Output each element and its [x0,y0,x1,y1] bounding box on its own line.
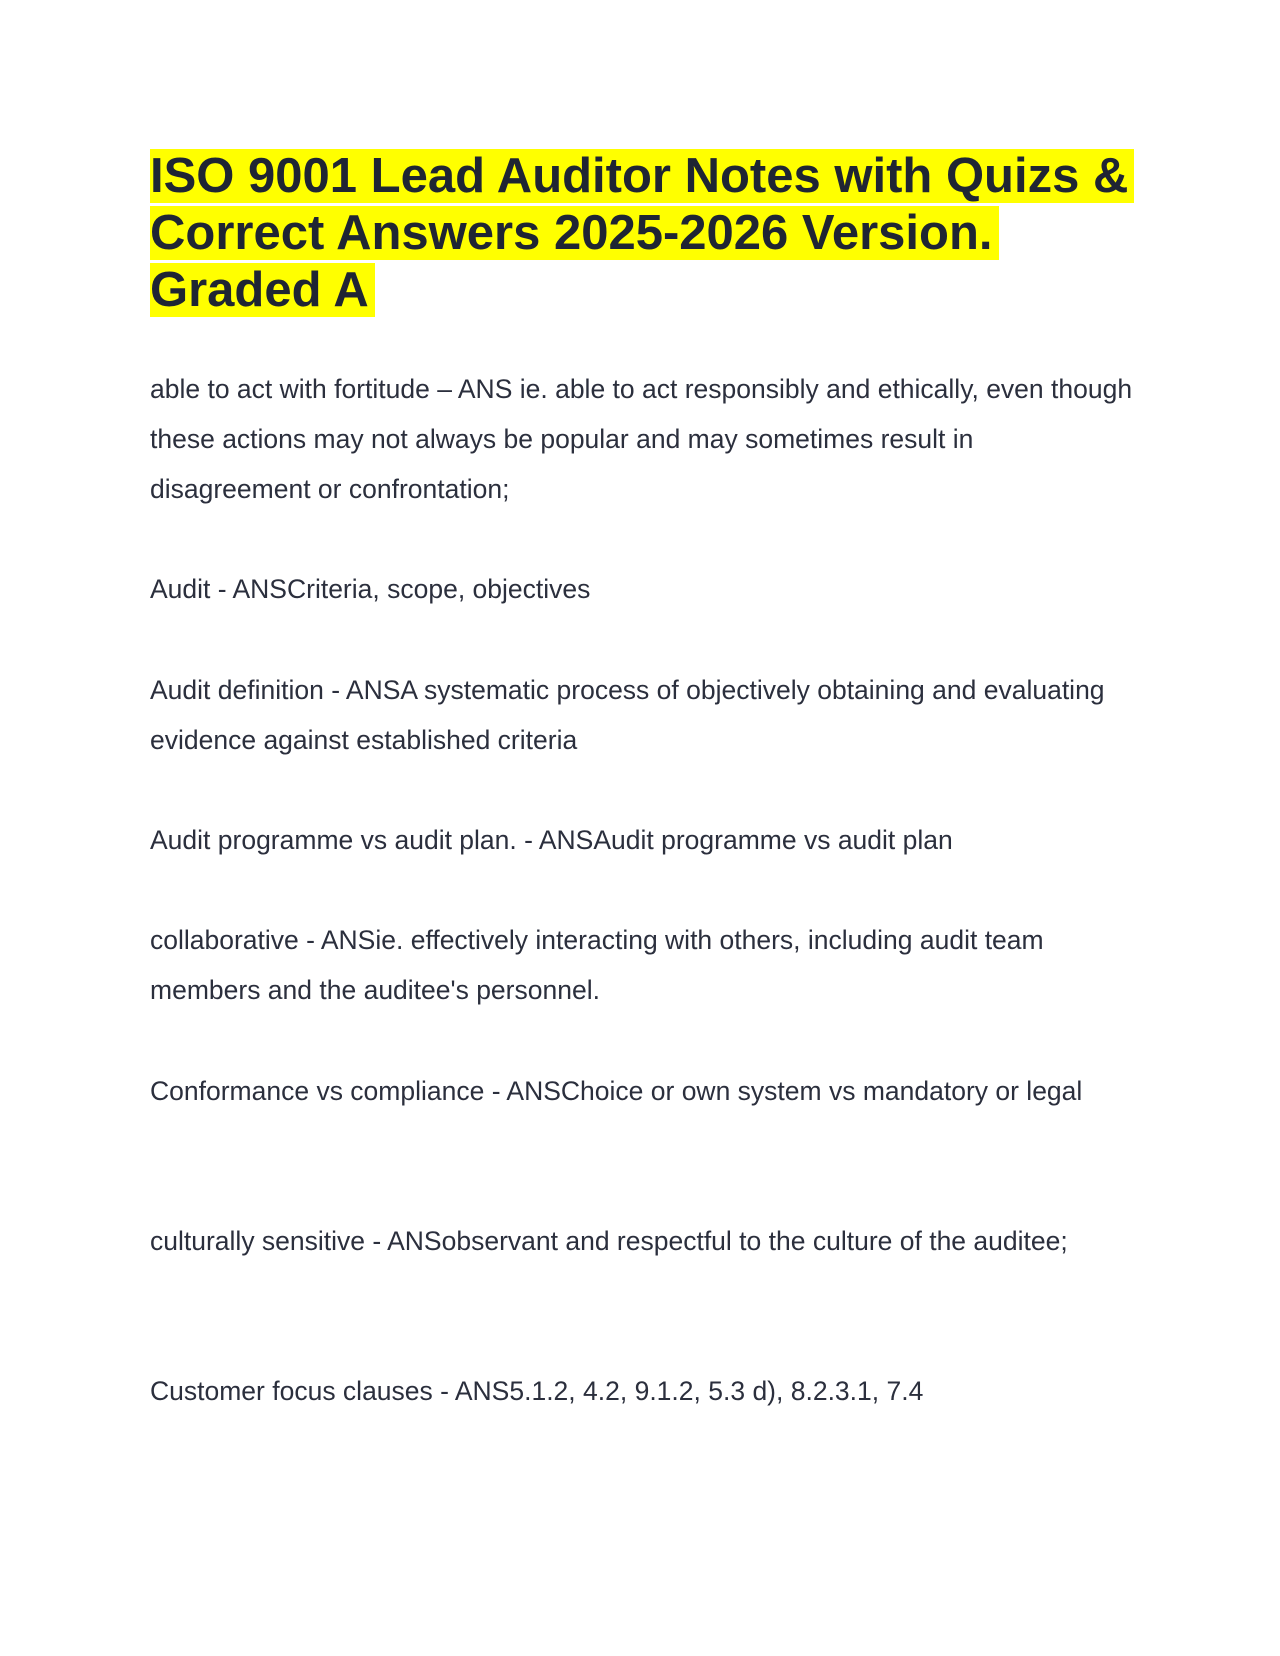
note-entry-audit-definition: Audit definition - ANSA systematic process of objectively obtaining and evaluating evidence against established criteria [150,675,1105,755]
note-entry-collaborative: collaborative - ANSie. effectively interacting with others, including audit team members and the auditee's personnel. [150,925,1044,1005]
note-entry-audit: Audit - ANSCriteria, scope, objectives [150,574,591,604]
note-entry-customer-focus: Customer focus clauses - ANS5.1.2, 4.2, 9.1.2, 5.3 d), 8.2.3.1, 7.4 [150,1376,924,1406]
document-title [150,148,1130,319]
note-entry-conformance: Conformance vs compliance - ANSChoice or own system vs mandatory or legal [150,1076,1083,1106]
note-entry-fortitude: able to act with fortitude – ANS ie. able to act responsibly and ethically, even though these actions may not always be popular and may sometimes result in disagreement or confrontation; [150,374,1133,504]
note-entry-audit-programme: Audit programme vs audit plan. - ANSAudit programme vs audit plan [150,825,953,855]
note-entry-culturally-sensitive: culturally sensitive - ANSobservant and respectful to the culture of the auditee; [150,1226,1068,1256]
title-highlight: ISO 9001 Lead Auditor Notes with Quizs & Correct Answers 2025-2026 Version. Graded A [150,149,1134,317]
